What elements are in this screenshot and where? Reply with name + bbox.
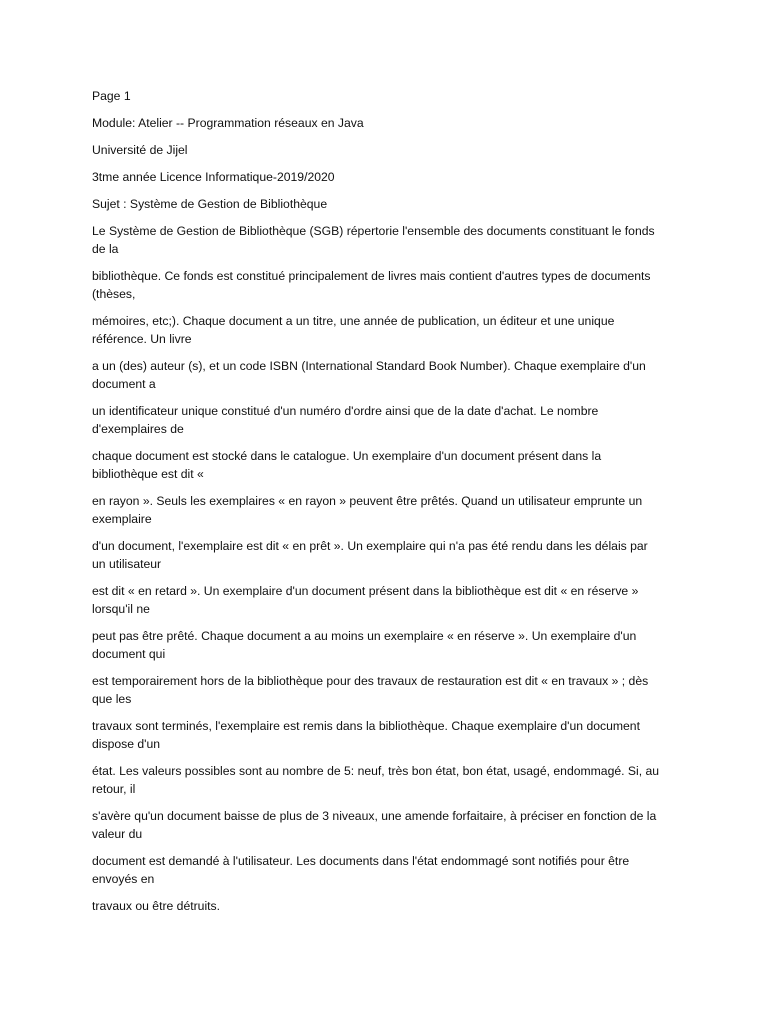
page-label: Page 1 <box>92 89 131 103</box>
paragraph-line: est temporairement hors de la bibliothèque pour des travaux de restauration est dit « en travaux » ; dès que les <box>92 674 649 706</box>
paragraph-line: Le Système de Gestion de Bibliothèque (SGB) répertorie l'ensemble des documents constituant le fonds de la <box>92 224 655 256</box>
paragraph-line: travaux sont terminés, l'exemplaire est remis dans la bibliothèque. Chaque exemplaire d'un document dispose d'un <box>92 719 640 751</box>
document-body <box>92 87 664 924</box>
paragraph-line: un identificateur unique constitué d'un numéro d'ordre ainsi que de la date d'achat. Le nombre d'exemplaires de <box>92 404 599 436</box>
paragraph-line: en rayon ». Seuls les exemplaires « en rayon » peuvent être prêtés. Quand un utilisateur emprunte un exemplaire <box>92 494 643 526</box>
subject-title: Sujet : Système de Gestion de Bibliothèque <box>92 197 328 211</box>
paragraph-line: s'avère qu'un document baisse de plus de 3 niveaux, une amende forfaitaire, à préciser en fonction de la valeur du <box>92 809 657 841</box>
paragraph-line: est dit « en retard ». Un exemplaire d'un document présent dans la bibliothèque est dit « en réserve » lorsqu'il ne <box>92 584 639 616</box>
paragraph-line: chaque document est stocké dans le catalogue. Un exemplaire d'un document présent dans la bibliothèque est dit « <box>92 449 602 481</box>
paragraph-line: d'un document, l'exemplaire est dit « en prêt ». Un exemplaire qui n'a pas été rendu dans les délais par un utilisateur <box>92 539 648 571</box>
paragraph-line: peut pas être prêté. Chaque document a au moins un exemplaire « en réserve ». Un exemplaire d'un document qui <box>92 629 637 661</box>
paragraph-line: a un (des) auteur (s), et un code ISBN (International Standard Book Number). Chaque exemplaire d'un document a <box>92 359 646 391</box>
paragraph-line: mémoires, etc;). Chaque document a un titre, une année de publication, un éditeur et une unique référence. Un livre <box>92 314 615 346</box>
academic-year: 3tme année Licence Informatique-2019/2020 <box>92 170 335 184</box>
module-title: Module: Atelier -- Programmation réseaux en Java <box>92 116 364 130</box>
paragraph-line: document est demandé à l'utilisateur. Les documents dans l'état endommagé sont notifiés pour être envoyés en <box>92 854 630 886</box>
paragraph-line: travaux ou être détruits. <box>92 899 221 913</box>
paragraph-line: bibliothèque. Ce fonds est constitué principalement de livres mais contient d'autres types de documents (thèses, <box>92 269 651 301</box>
university-name: Université de Jijel <box>92 143 188 157</box>
paragraph-line: état. Les valeurs possibles sont au nombre de 5: neuf, très bon état, bon état, usagé, endommagé. Si, au retour, il <box>92 764 660 796</box>
